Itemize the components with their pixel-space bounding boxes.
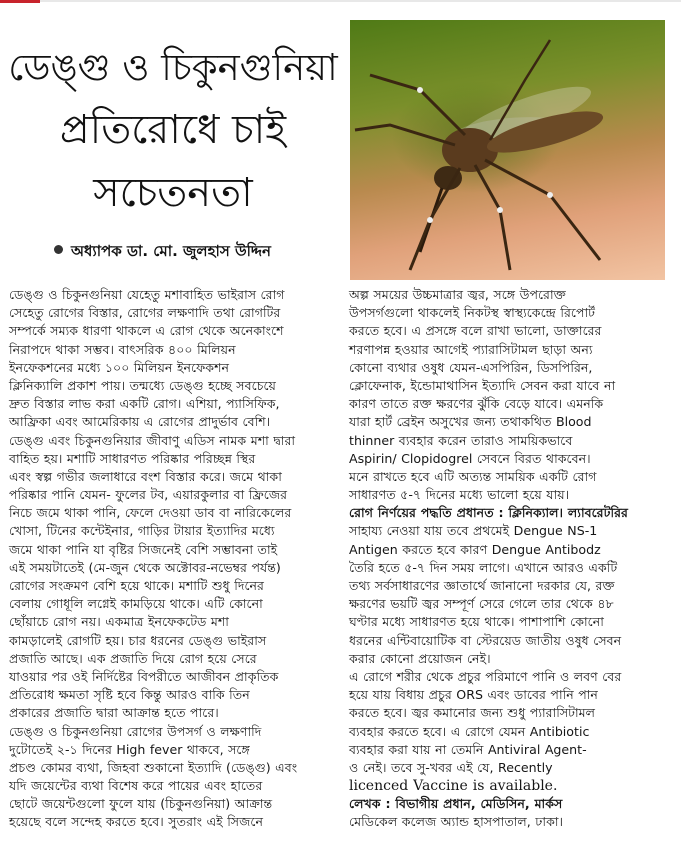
body-text-line: প্রকারের প্রজাতি দ্বারা আক্রান্ত হতে পারে। [9,705,219,721]
body-text-line: যারা হার্ট ব্রেইন অসুখের জন্য তথাকথিত Blood [349,414,592,430]
body-text-line: ছোঁয়াচে রোগ নয়। একমাত্র ইনফেকটেড মশা [9,614,229,630]
body-text-line: প্রজাতি আছে। এক প্রজাতি দিয়ে রোগ হয়ে সেরে [9,650,257,666]
body-text-line: ডেঙ্গু এবং চিকুনগুনিয়ার জীবাণু এডিস নামক মশা দ্বারা [9,432,296,448]
body-text-line: তৈরি হতে ৫-৭ দিন সময় লাগে। এখানে আরও একটি [349,559,618,575]
body-text-line: সাহায্য নেওয়া যায় তবে প্রথমেই Dengue NS-1 [349,523,598,539]
body-text-line: thinner ব্যবহার করেন তারাও সাময়িকভাবে [349,432,573,448]
body-text-line: যাওয়ার পর ওই নির্দিষ্টের বিপরীতে আজীবন প্রাকৃতিক [9,668,279,684]
headline-line: সচেতনতা [93,170,253,216]
body-text-line: এই সময়টাতেই (মে-জুন থেকে অক্টোবর-নভেম্বর পর্যন্ত) [9,559,281,575]
headline-line: ডেঙ্গু ও চিকুনগুনিয়া [8,46,338,89]
body-text-line: মনে রাখতে হবে এটি অত্যন্ত সাময়িক একটি রোগ [349,468,597,484]
body-text-line: ডেঙ্গু ও চিকুনগুনিয়া রোগের উপসর্গ ও লক্ষণাদি [9,723,262,739]
body-text-line: ব্যবহার করা যায় না তেমনি Antiviral Agent- [349,741,587,757]
body-text-line: কামড়ালেই রোগটি হয়। চার ধরনের ডেঙ্গু ভাইরাস [9,632,267,648]
body-text-line: করতে হবে। এ প্রসঙ্গে বলে রাখা ভালো, ডাক্তারের [349,323,602,339]
body-text-line: জমে থাকা পানি যা বৃষ্টির সিজনেই বেশি সম্ভাবনা তাই [9,541,278,557]
body-text-line: ঘণ্টার মধ্যে সাধারণত হয়ে থাকে। পাশাপাশি কোনো [349,614,604,630]
author-credit-line: লেখক : বিভাগীয় প্রধান, মেডিসিন, মার্কস [349,796,563,812]
body-text-line: শরণাপন্ন হওয়ার আগেই প্যারাসিটামল ছাড়া অন্য [349,341,593,357]
body-text-line: এবং স্বল্প গভীর জলাধারে বংশ বিস্তার করে। জমে থাকা [9,468,282,484]
top-accent-bar [0,0,40,3]
section-heading-line: রোগ নির্ণয়ের পদ্ধতি প্রধানত : ক্লিনিক্যাল। ল্যাবরেটরির [349,505,628,521]
body-text-line: দুটোতেই ২-১ দিনের High fever থাকবে, সঙ্গে [9,741,250,757]
article-column-right [349,286,675,832]
body-text-line: নিচে জমে থাকা পানি, ফেলে দেওয়া ডাব বা নারিকেলের [9,505,292,521]
body-text-line: করার কোনো প্রয়োজন নেই। [349,650,491,666]
body-text-line: বাহিত হয়। মশাটি সাধারণত পরিষ্কার পরিচ্ছন্ন স্থির [9,450,256,466]
body-text-line: ক্লিনিক্যালি প্রকাশ পায়। তন্মধ্যে ডেঙ্গু হচ্ছে সবচেয়ে [9,377,276,393]
body-text-line: সাধারণত ৫-৭ দিনের মধ্যে ভালো হয়ে যায়। [349,487,570,503]
body-text-line: ধরনের এন্টিবায়োটিক বা স্টেরয়েড জাতীয় ওষুধ সেবন [349,632,622,648]
body-text-line: licenced Vaccine is available. [349,778,558,795]
body-text-line: ক্লোফেনাক, ইন্ডোমাথাসিন ইত্যাদি সেবন করা যাবে না [349,377,616,393]
body-text-line: ক্ষরণের ভয়টি জ্বর সম্পূর্ণ সেরে গেলে তার থেকে ৪৮ [349,596,614,612]
article-column-left [9,286,335,832]
body-text-line: করতে হবে। জ্বর কমানোর জন্য শুধু প্যারাসিটামল [349,705,596,721]
mosquito-icon [350,20,665,280]
body-text-line: এ রোগে শরীর থেকে প্রচুর পরিমাণে পানি ও লবণ বের [349,668,622,684]
body-text-line: প্রতিরোধ ক্ষমতা সৃষ্টি হবে কিন্তু আরও বাকি তিন [9,687,250,703]
body-text-line: বেলায় গোধূলি লগ্নেই কামড়িয়ে থাকে। এটি কোনো [9,596,263,612]
body-text-line: হয়ে যায় বিধায় প্রচুর ORS এবং ডাবের পানি পান [349,687,598,703]
body-text-line: দ্রুত বিস্তার লাভ করা একটি রোগ। এশিয়া, প্যাসিফিক, [9,396,280,412]
body-text-line: ব্যবহার করতে হবে। এ রোগে যেমন Antibiotic [349,723,590,739]
body-text-line: প্রচণ্ড কোমর ব্যথা, জিহবা শুকানো ইত্যাদি (ডেঙ্গু) এবং [9,759,298,775]
headline-line: প্রতিরোধে চাই [59,107,287,153]
author-credit-line: মেডিকেল কলেজ অ্যান্ড হাসপাতাল, ঢাকা। [349,814,564,830]
body-text-line: কোনো ব্যথার ওষুধ যেমন-এসপিরিন, ডিসপিরিন, [349,359,593,375]
body-text-line: যদি জয়েন্টের ব্যথা বিশেষ করে পায়ের এবং হাতের [9,778,263,794]
body-text-line: ইনফেকশনের মধ্যে ১০০ মিলিয়ন ইনফেকশন [9,359,230,375]
bullet-icon [54,245,63,254]
body-text-line: পরিষ্কার পানি যেমন- ফুলের টব, এয়ারকুলার বা ফ্রিজের [9,487,288,503]
author-name: অধ্যাপক ডা. মো. জুলহাস উদ্দিন [71,242,271,260]
body-text-line: ছোটে জয়েন্টগুলো ফুলে যায় (চিকুনগুনিয়া) আক্রান্ত [9,796,273,812]
body-text-line: রোগের সংক্রমণ বেশি হয়ে থাকে। মশাটি শুধু দিনের [9,578,264,593]
body-text-line: আফ্রিকা এবং আমেরিকায় এ রোগের প্রাদুর্ভাব বেশি। [9,414,271,430]
top-rule [0,0,681,2]
body-text-line: Antigen করতে হবে কারণ Dengue Antibodz [349,541,601,557]
body-text-line: নিরাপদে থাকা সম্ভব। বাৎসরিক ৪০০ মিলিয়ন [9,341,236,357]
body-text-line: কারণ তাতে রক্ত ক্ষরণের ঝুঁকি বেড়ে যাবে। এমনকি [349,396,604,412]
body-text-line: সম্পর্কে সম্যক ধারণা থাকলে এ রোগ থেকে অনেকাংশে [9,323,284,339]
body-text-line: সেহেতু রোগের বিস্তার, রোগের লক্ষণাদি তথা রোগটির [9,305,281,321]
headline [8,36,338,225]
mosquito-on-skin-photo [350,20,665,280]
body-text-line: তথ্য সর্বসাধারণের জ্ঞাতার্থে জানানো দরকার যে, রক্ত [349,578,615,593]
body-text-line: হয়েছে বলে সন্দেহ করতে হবে। সুতরাং এই সিজনে [9,814,263,830]
body-text-line: উপসর্গগুলো থাকলেই নিকটস্থ স্বাস্থ্যকেন্দ্রে রিপোর্ট [349,305,596,321]
body-text-line: Aspirin/ Clopidogrel সেবনে বিরত থাকবেন। [349,450,591,466]
body-text-line: ডেঙ্গু ও চিকুনগুনিয়া যেহেতু মশাবাহিত ভাইরাস রোগ [9,287,285,302]
author-byline [54,240,354,265]
body-text-line: ও নেই। তবে সু-খবর এই যে, Recently [349,759,553,775]
body-text-line: অল্প সময়ের উচ্চমাত্রার জ্বর, সঙ্গে উপরোক্ত [349,287,566,302]
body-text-line: খোসা, টিনের কন্টেইনার, গাড়ির টায়ার ইত্যাদির মধ্যে [9,523,275,539]
